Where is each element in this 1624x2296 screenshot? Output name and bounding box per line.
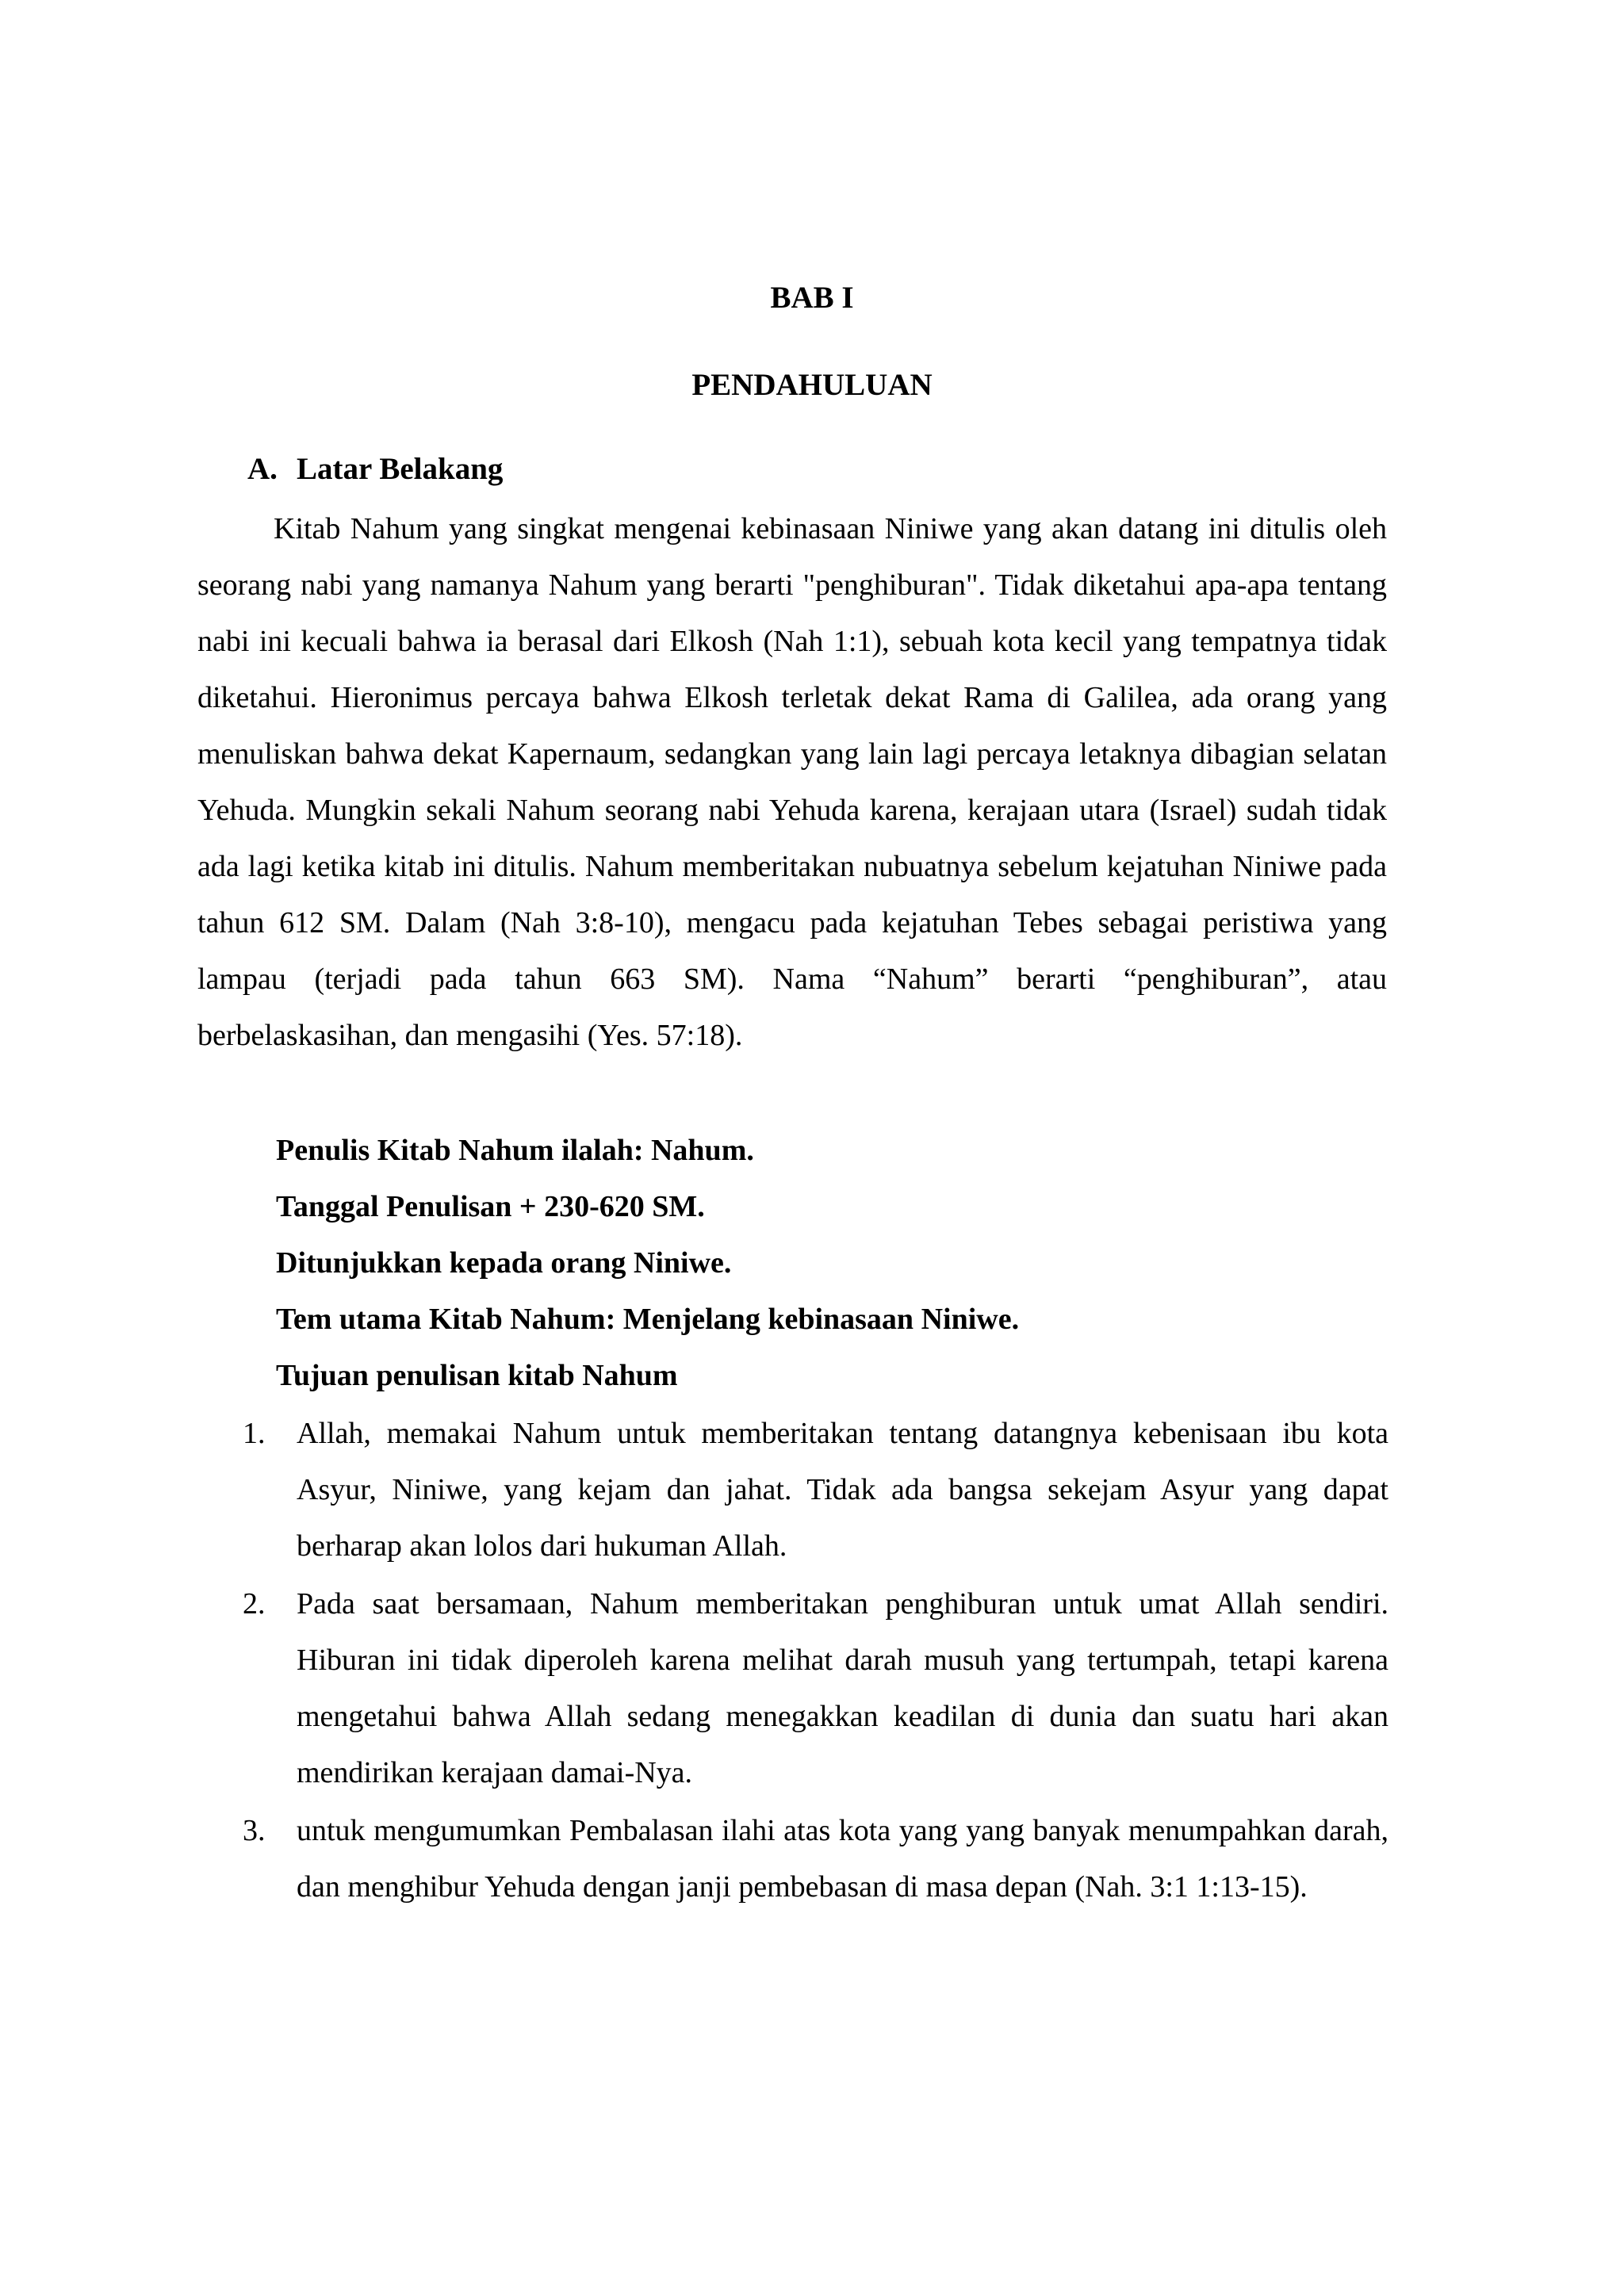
book-info-list	[276, 1123, 1019, 1404]
list-item	[243, 1576, 1388, 1801]
background-paragraph: Kitab Nahum yang singkat mengenai kebinasaan Niniwe yang akan datang ini ditulis oleh seorang nabi yang namanya Nahum yang berarti "penghiburan". Tidak diketahui apa-apa tentang nabi ini kecuali bahwa ia berasal dari Elkosh (Nah 1:1), sebuah kota kecil yang tempatnya tidak diketahui. Hieronimus percaya bahwa Elkosh terletak dekat Rama di Galilea, ada orang yang menuliskan bahwa dekat Kapernaum, sedangkan yang lain lagi percaya letaknya dibagian selatan Yehuda. Mungkin sekali Nahum seorang nabi Yehuda karena, kerajaan utara (Israel) sudah tidak ada lagi ketika kitab ini ditulis. Nahum memberitakan nubuatnya sebelum kejatuhan Niniwe pada tahun 612 SM. Dalam (Nah 3:8-10), mengacu pada kejatuhan Tebes sebagai peristiwa yang lampau (terjadi pada tahun 663 SM). Nama “Nahum” berarti “penghiburan”, atau berbelaskasihan, dan mengasihi (Yes. 57:18).	[197, 512, 1387, 1052]
section-number: A.	[247, 452, 278, 486]
info-theme: Tem utama Kitab Nahum: Menjelang kebinasaan Niniwe.	[276, 1303, 1020, 1336]
section-heading-text: Latar Belakang	[297, 452, 504, 486]
list-item	[243, 1803, 1388, 1915]
list-item-text: Pada saat bersamaan, Nahum memberitakan penghiburan untuk umat Allah sendiri. Hiburan ini tidak diperoleh karena melihat darah musuh yang tertumpah, tetapi karena mengetahui bahwa Allah sedang menegakkan keadilan di dunia dan suatu hari akan mendirikan kerajaan damai-Nya.	[297, 1587, 1388, 1789]
info-audience: Ditunjukkan kepada orang Niniwe.	[276, 1246, 732, 1280]
purpose-list	[243, 1406, 1388, 1917]
list-item-number: 2.	[243, 1587, 266, 1621]
list-item-number: 1.	[243, 1417, 266, 1450]
list-item-text: untuk mengumumkan Pembalasan ilahi atas kota yang yang banyak menumpahkan darah, dan menghibur Yehuda dengan janji pembebasan di masa depan (Nah. 3:1 1:13-15).	[297, 1814, 1388, 1904]
info-author: Penulis Kitab Nahum ilalah: Nahum.	[276, 1134, 754, 1167]
chapter-heading: BAB I	[770, 281, 854, 315]
list-item-text: Allah, memakai Nahum untuk memberitakan tentang datangnya kebenisaan ibu kota Asyur, Niniwe, yang kejam dan jahat. Tidak ada bangsa sekejam Asyur yang dapat berharap akan lolos dari hukuman Allah.	[297, 1417, 1388, 1563]
info-purpose-heading: Tujuan penulisan kitab Nahum	[276, 1359, 678, 1392]
info-date: Tanggal Penulisan + 230-620 SM.	[276, 1190, 705, 1223]
list-item-number: 3.	[243, 1814, 266, 1847]
chapter-title: PENDAHULUAN	[691, 368, 933, 402]
section-heading	[247, 450, 503, 488]
list-item	[243, 1406, 1388, 1575]
